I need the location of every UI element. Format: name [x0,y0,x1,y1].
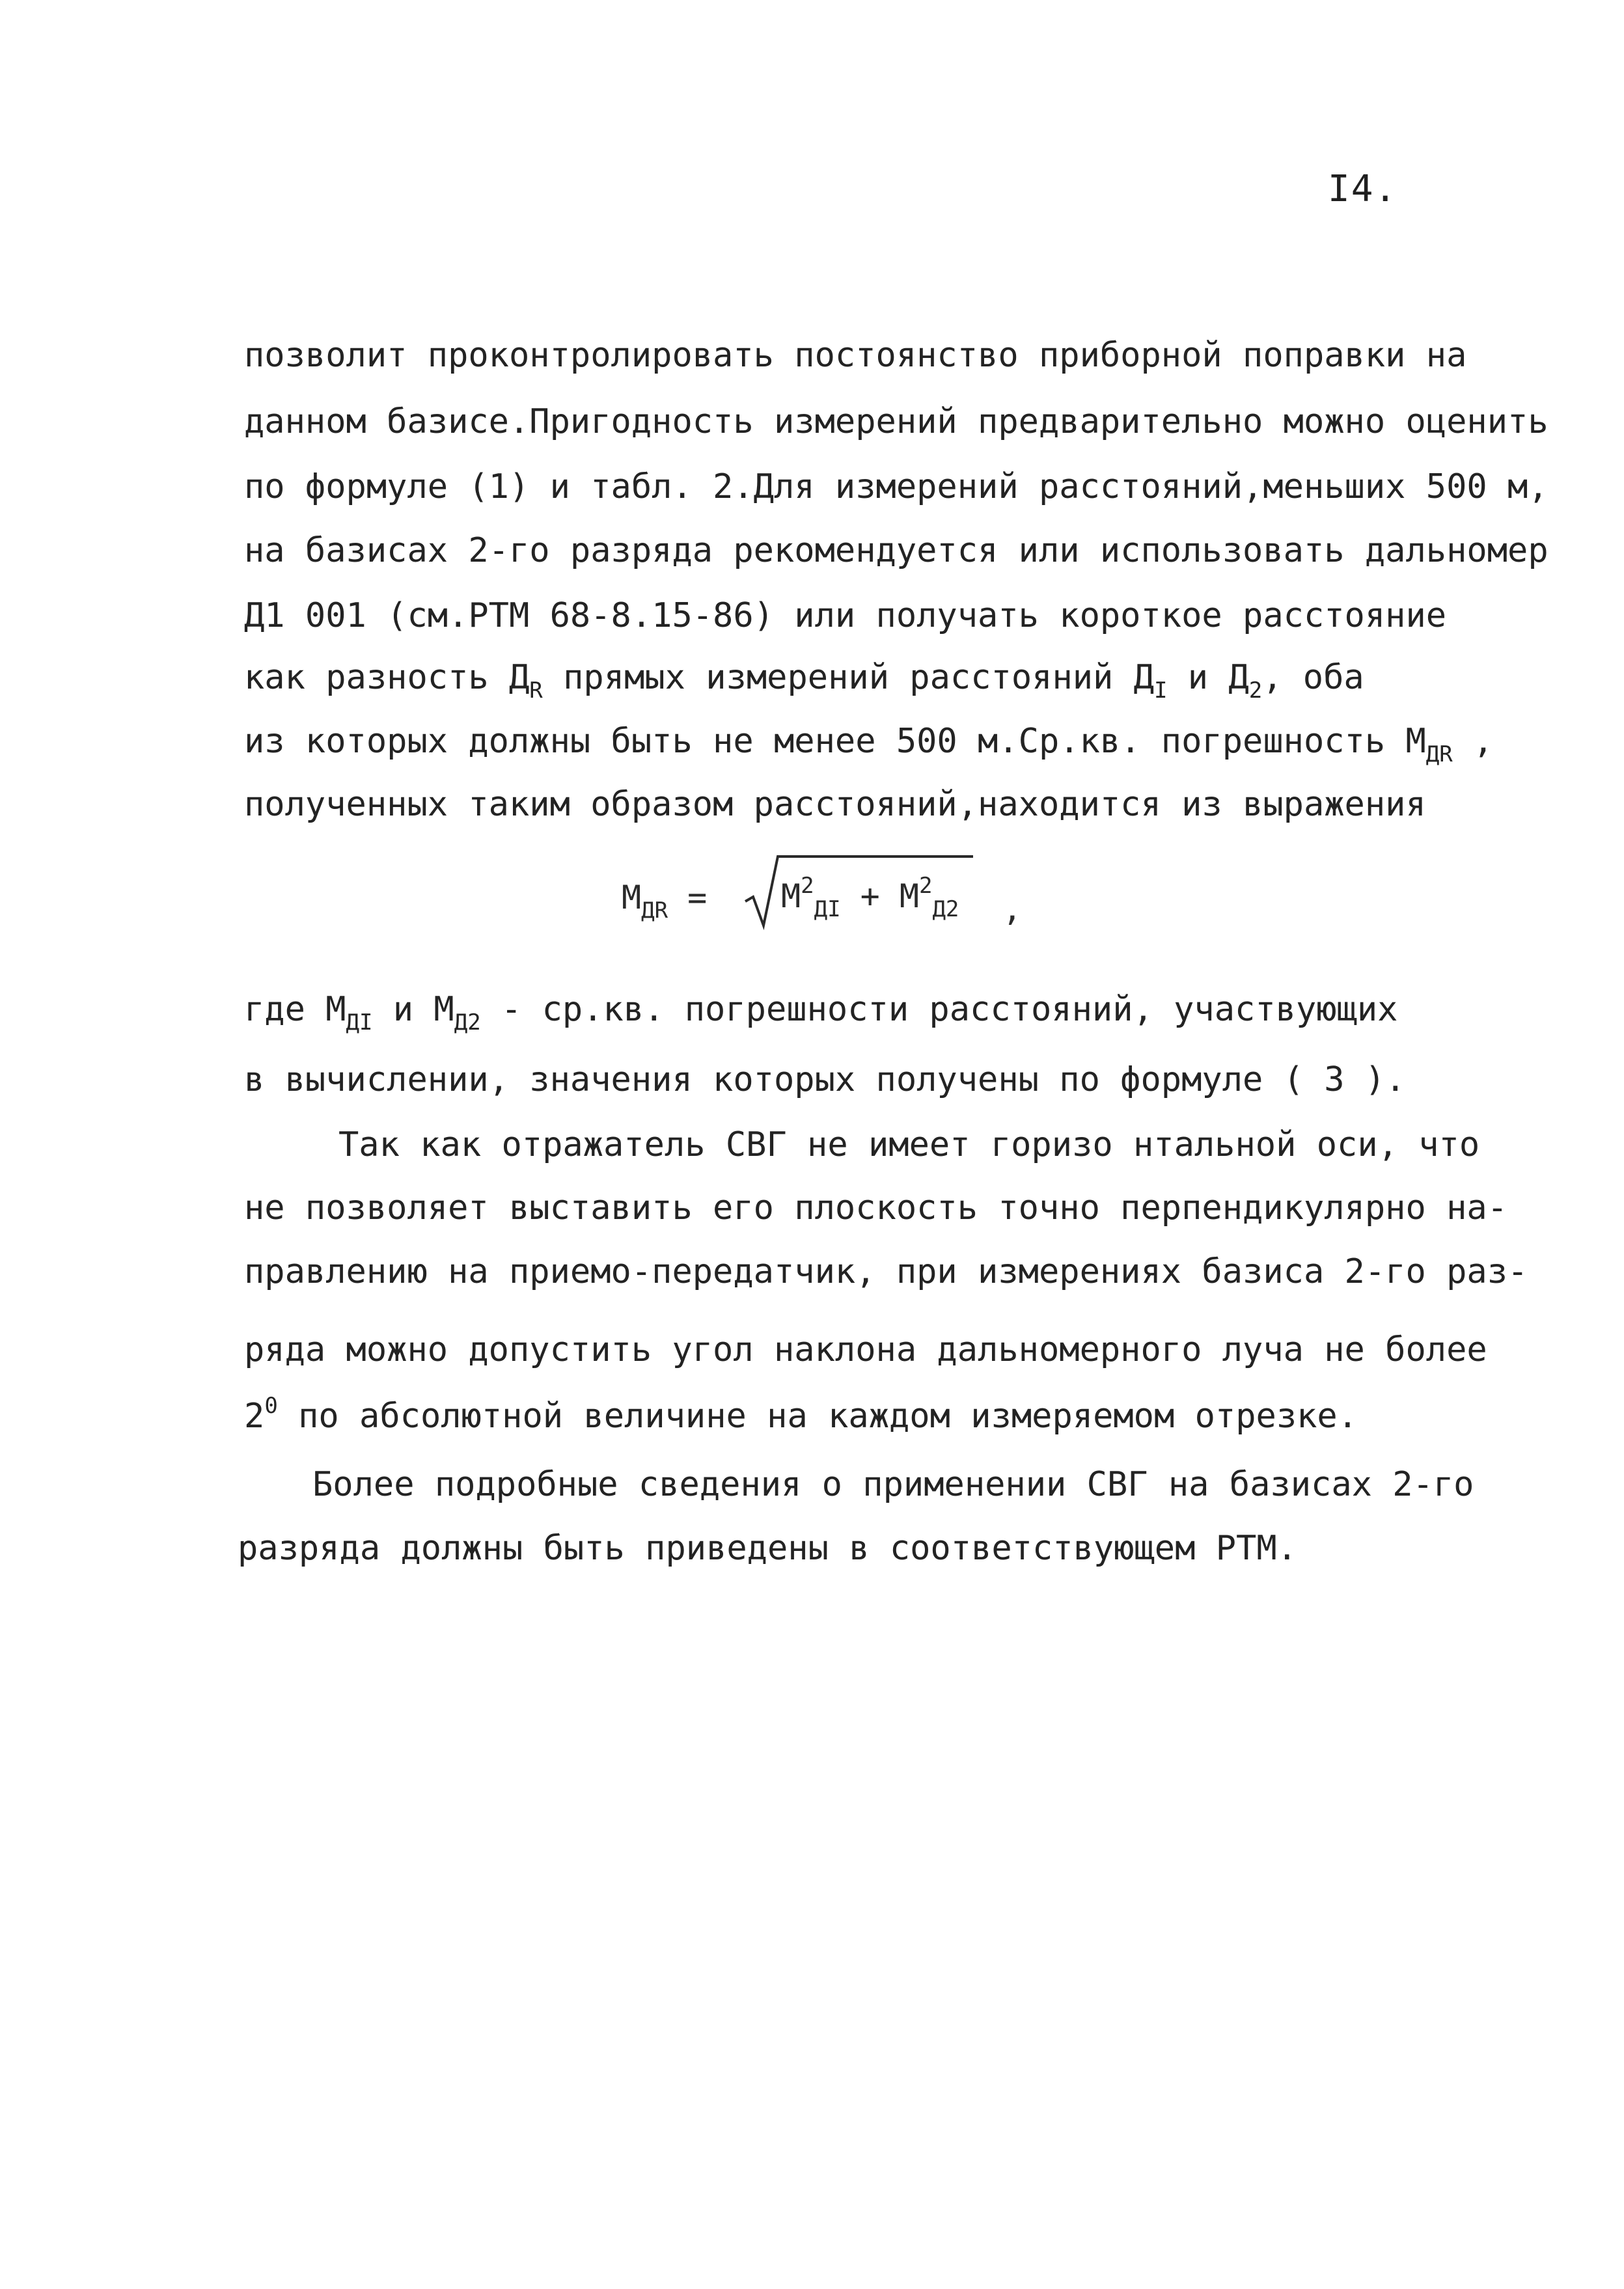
subscript: ДI [814,896,841,922]
equals-sign: = [668,879,708,916]
subscript: R [529,678,543,704]
text-segment: как разность Д [244,658,530,697]
text-segment: из которых должны быть не менее 500 м.Ср.кв. погрешность М [244,722,1426,761]
text-segment: , оба [1262,658,1364,697]
text-segment: прямых измерений расстояний Д [542,658,1154,697]
text-line: данном базисе.Пригодность измерений предварительно можно оценить [244,402,1548,441]
formula-radicand [781,873,959,922]
text-line: на базисах 2-го разряда рекомендуется или использовать дальномер [244,531,1548,570]
superscript: 0 [264,1393,278,1419]
text-segment: и Д [1167,658,1249,697]
text-line [244,658,1364,704]
text-line: позволит проконтролировать постоянство приборной поправки на [244,336,1467,375]
formula-symbol: М [899,877,919,915]
subscript: ДR [641,898,668,924]
text-line: по формуле (1) и табл. 2.Для измерений расстояний,меньших 500 м, [244,467,1548,506]
text-segment: 2 [244,1397,265,1436]
subscript: Д2 [454,1009,481,1035]
formula-symbol: М [781,877,801,915]
subscript: Д2 [932,896,959,922]
subscript: I [1153,678,1168,704]
text-line: правлению на приемо-передатчик, при измерениях базиса 2-го раз- [244,1252,1528,1291]
formula-lhs [622,879,708,924]
superscript: 2 [801,873,814,899]
text-segment: - ср.кв. погрешности расстояний, участвующих [480,990,1398,1029]
text-line: Так как отражатель СВГ не имеет горизо нтальной оси, что [338,1125,1480,1164]
text-segment: где М [244,990,346,1029]
subscript: ДR [1425,741,1453,767]
text-line [244,722,1494,767]
text-line: ряда можно допустить угол наклона дальномерного луча не более [244,1330,1487,1369]
text-line: полученных таким образом расстояний,находится из выражения [244,785,1426,824]
text-line [244,990,1398,1035]
plus-sign: + [840,877,900,915]
formula [622,853,1045,944]
text-segment: и М [372,990,454,1029]
text-line: разряда должны быть приведены в соответствующем РТМ. [238,1529,1297,1568]
subscript: ДI [346,1009,373,1035]
formula-comma: , [1002,890,1023,928]
text-segment: по абсолютной величине на каждом измеряемом отрезке. [277,1397,1358,1436]
page-number: I4. [1328,168,1398,210]
text-line [244,1393,1358,1436]
text-line: Более подробные сведения о применении СВГ на базисах 2-го [312,1465,1474,1504]
subscript: 2 [1248,678,1263,704]
formula-symbol: М [622,879,642,916]
text-line: Д1 001 (см.РТМ 68-8.15-86) или получать короткое расстояние [244,596,1447,635]
superscript: 2 [918,873,933,899]
text-segment: , [1452,722,1494,761]
text-line: не позволяет выставить его плоскость точно перпендикулярно на- [244,1188,1508,1227]
text-line: в вычислении, значения которых получены по формуле ( 3 ). [244,1060,1406,1099]
